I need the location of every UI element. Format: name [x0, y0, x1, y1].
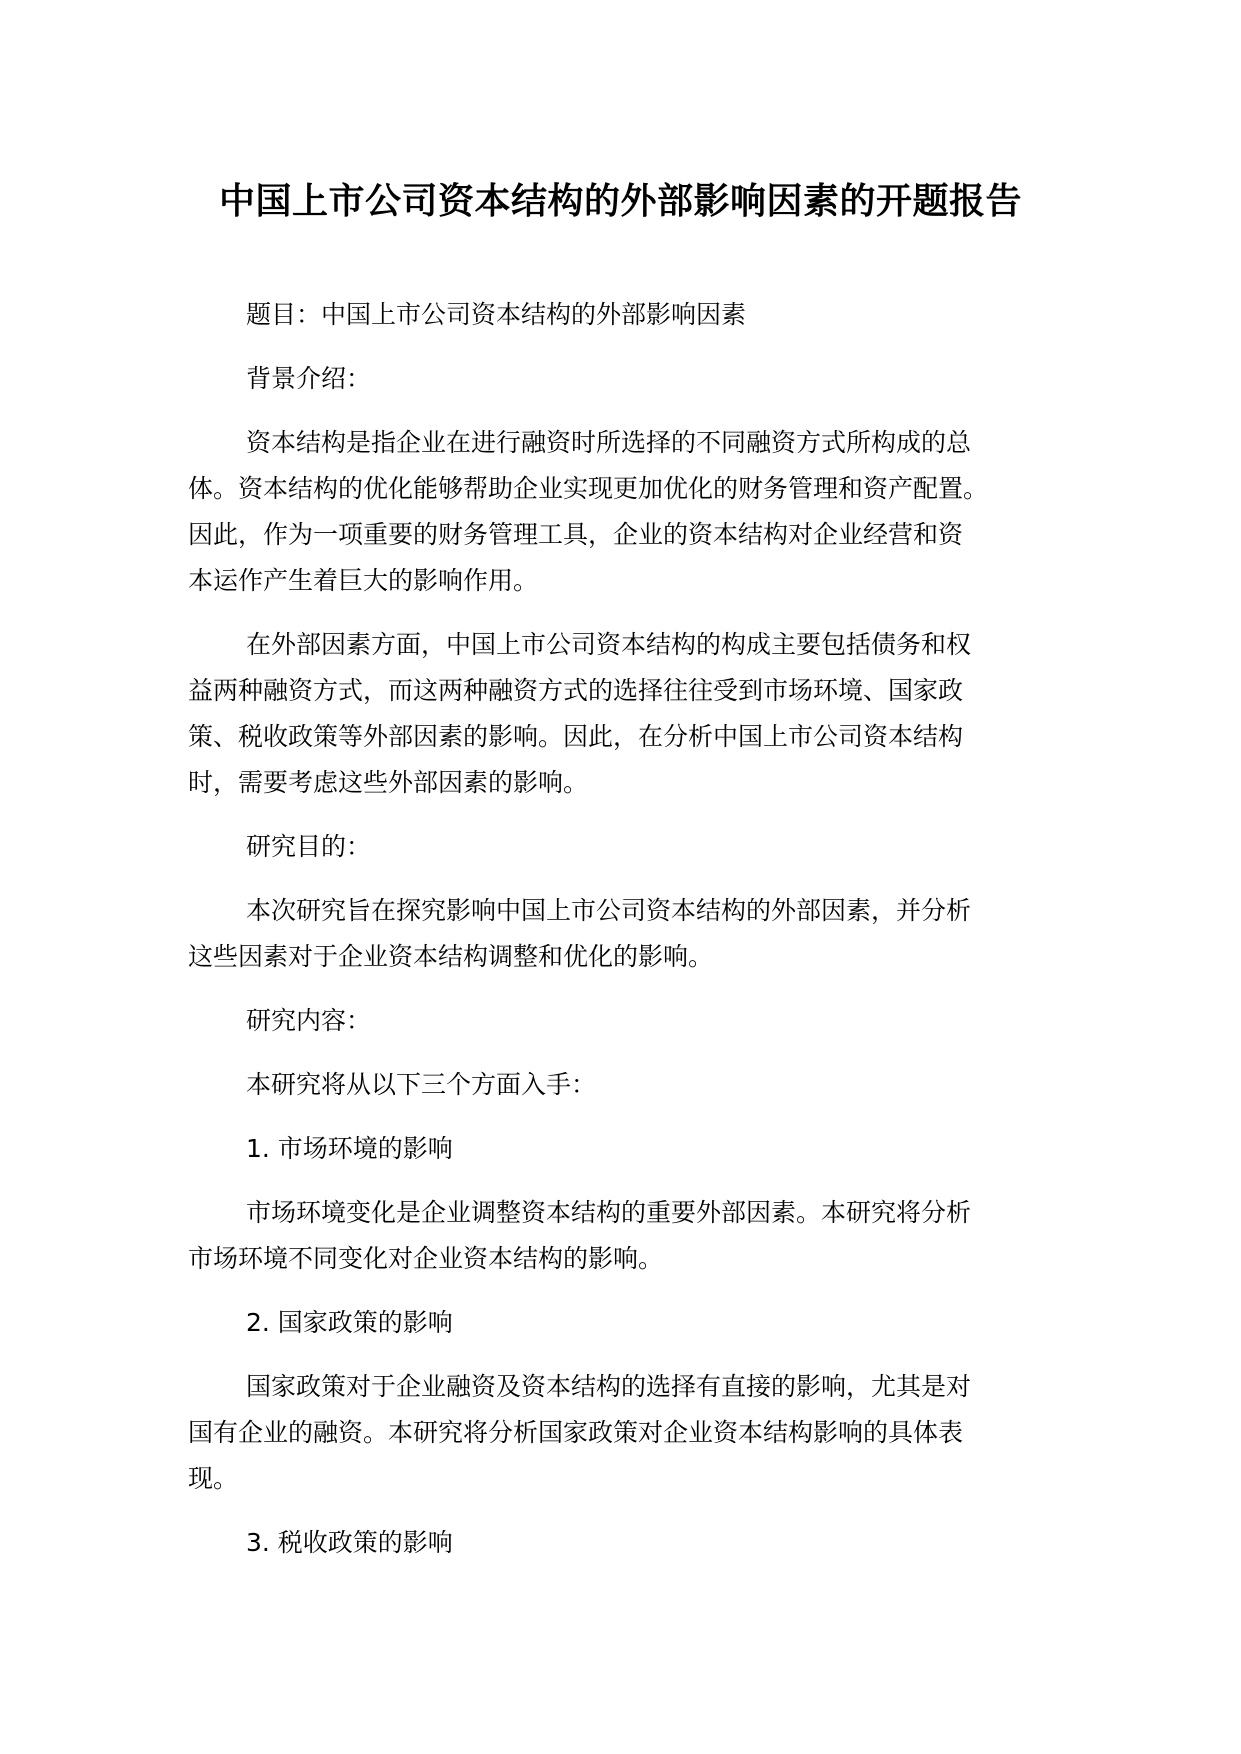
paragraph-topic — [188, 292, 1048, 338]
paragraph-line: 本运作产生着巨大的影响作用。 — [188, 566, 539, 595]
paragraph-line: 2. 国家政策的影响 — [246, 1308, 453, 1337]
paragraph-line: 研究目的： — [246, 832, 372, 861]
paragraph-line: 1. 市场环境的影响 — [246, 1134, 453, 1163]
paragraph-line: 国有企业的融资。本研究将分析国家政策对企业资本结构影响的具体表 — [188, 1418, 964, 1447]
paragraph-line: 因此，作为一项重要的财务管理工具，企业的资本结构对企业经营和资 — [188, 520, 964, 549]
paragraph-line: 时，需要考虑这些外部因素的影响。 — [188, 768, 589, 797]
paragraph-line: 体。资本结构的优化能够帮助企业实现更加优化的财务管理和资产配置。 — [188, 474, 989, 503]
paragraph-background-1 — [188, 420, 1048, 604]
paragraph-line: 本研究将从以下三个方面入手： — [246, 1070, 597, 1099]
paragraph-content-intro — [188, 1062, 1048, 1108]
paragraph-market — [188, 1190, 1048, 1282]
paragraph-line: 市场环境不同变化对企业资本结构的影响。 — [188, 1244, 664, 1273]
heading-policy — [188, 1300, 1048, 1346]
heading-tax — [188, 1520, 1048, 1566]
heading-market — [188, 1126, 1048, 1172]
heading-purpose — [188, 824, 1048, 870]
document-body — [188, 292, 1048, 1584]
paragraph-line: 资本结构是指企业在进行融资时所选择的不同融资方式所构成的总 — [246, 428, 972, 457]
paragraph-line: 3. 税收政策的影响 — [246, 1528, 453, 1557]
paragraph-line: 本次研究旨在探究影响中国上市公司资本结构的外部因素，并分析 — [246, 896, 972, 925]
paragraph-policy — [188, 1364, 1048, 1502]
heading-background — [188, 356, 1048, 402]
paragraph-line: 益两种融资方式，而这两种融资方式的选择往往受到市场环境、国家政 — [188, 676, 964, 705]
paragraph-line: 背景介绍： — [246, 364, 372, 393]
heading-content — [188, 998, 1048, 1044]
paragraph-line: 题目：中国上市公司资本结构的外部影响因素 — [246, 300, 747, 329]
document-title: 中国上市公司资本结构的外部影响因素的开题报告 — [218, 181, 1022, 222]
paragraph-purpose — [188, 888, 1048, 980]
paragraph-background-2 — [188, 622, 1048, 806]
paragraph-line: 在外部因素方面，中国上市公司资本结构的构成主要包括债务和权 — [246, 630, 972, 659]
paragraph-line: 市场环境变化是企业调整资本结构的重要外部因素。本研究将分析 — [246, 1198, 972, 1227]
paragraph-line: 现。 — [188, 1464, 239, 1493]
paragraph-line: 研究内容： — [246, 1006, 372, 1035]
paragraph-line: 国家政策对于企业融资及资本结构的选择有直接的影响，尤其是对 — [246, 1372, 972, 1401]
paragraph-line: 这些因素对于企业资本结构调整和优化的影响。 — [188, 942, 714, 971]
paragraph-line: 策、税收政策等外部因素的影响。因此，在分析中国上市公司资本结构 — [188, 722, 964, 751]
